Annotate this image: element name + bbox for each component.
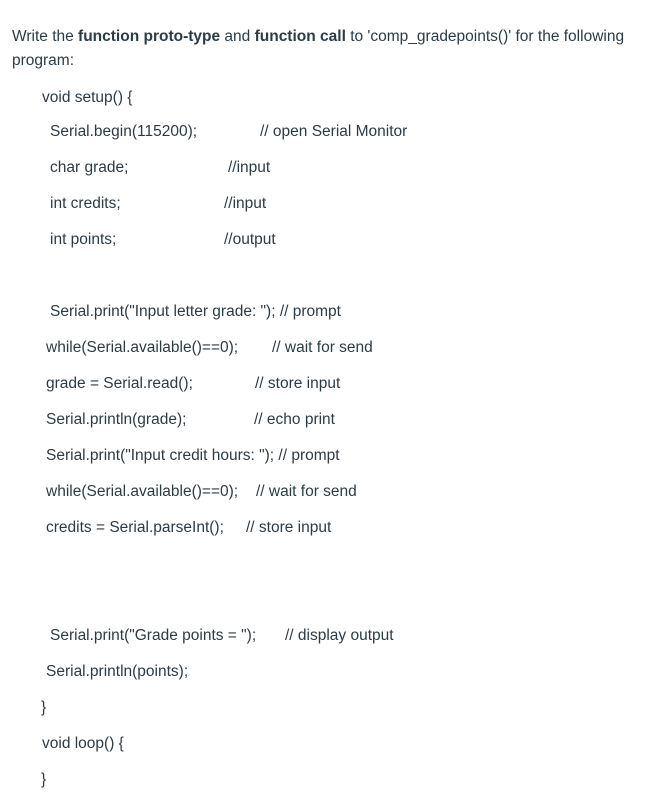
code-while-1-comment: // wait for send: [272, 339, 373, 356]
code-loop-open: void loop() {: [42, 735, 124, 752]
code-while-2: while(Serial.available()==0);: [46, 483, 239, 500]
code-print-points-comment: // display output: [285, 627, 394, 644]
question-text: [12, 25, 637, 73]
code-parse-credits-comment: // store input: [246, 519, 332, 536]
code-char-grade: char grade;: [50, 159, 129, 176]
code-println-grade-comment: // echo print: [254, 411, 335, 428]
code-read-grade-comment: // store input: [255, 375, 341, 392]
code-setup-close: }: [41, 699, 47, 716]
code-while-1: while(Serial.available()==0);: [46, 339, 239, 356]
question-part-2: and: [220, 28, 255, 45]
code-print-grade-prompt: Serial.print("Input letter grade: "); // prompt: [50, 303, 341, 320]
code-int-points: int points;: [50, 231, 117, 248]
question-part-1: Write the: [12, 28, 79, 45]
code-while-2-comment: // wait for send: [256, 483, 357, 500]
code-int-points-comment: //output: [224, 231, 276, 248]
code-println-grade: Serial.println(grade);: [46, 411, 187, 428]
code-println-points: Serial.println(points);: [46, 663, 189, 680]
code-parse-credits: credits = Serial.parseInt();: [46, 519, 224, 536]
code-print-credit-prompt: Serial.print("Input credit hours: "); // prompt: [46, 447, 340, 464]
question-bold-call: function call: [254, 28, 346, 45]
code-begin: Serial.begin(115200);: [50, 123, 198, 140]
code-char-grade-comment: //input: [228, 159, 271, 176]
code-read-grade: grade = Serial.read();: [46, 375, 193, 392]
question-bold-prototype: function proto-type: [78, 28, 221, 45]
code-setup-open: void setup() {: [42, 89, 133, 106]
question-part-3: to 'comp_gradepoints()' for the following program:: [12, 28, 625, 69]
code-print-points: Serial.print("Grade points = ");: [50, 627, 257, 644]
code-begin-comment: // open Serial Monitor: [260, 123, 408, 140]
code-int-credits-comment: //input: [224, 195, 267, 212]
code-loop-close: }: [41, 771, 47, 788]
code-int-credits: int credits;: [50, 195, 121, 212]
